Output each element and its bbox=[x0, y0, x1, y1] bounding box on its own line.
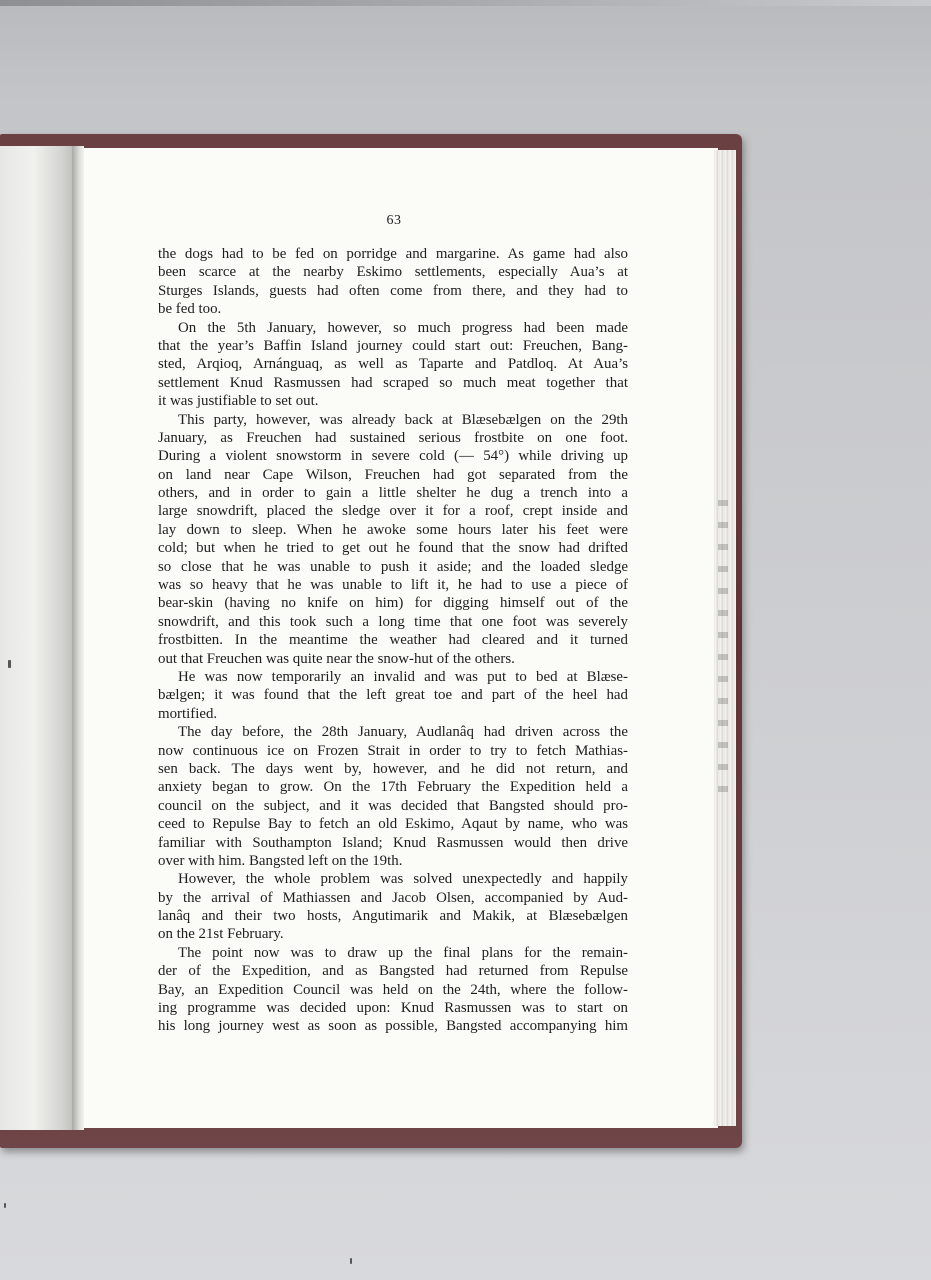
text-line: mortified. bbox=[158, 705, 218, 722]
text-line: snowdrift, and this took such a long time that one foot was severely bbox=[158, 613, 628, 630]
text-line: familiar with Southampton Island; Knud Rasmussen would then drive bbox=[158, 834, 628, 851]
text-line: by the arrival of Mathiassen and Jacob Olsen, accompanied by Aud- bbox=[158, 889, 628, 906]
text-line: council on the subject, and it was decided that Bangsted should pro- bbox=[158, 797, 628, 814]
text-line: lanâq and their two hosts, Angutimarik and Makik, at Blæsebælgen bbox=[158, 908, 628, 925]
page-edge-marks bbox=[718, 500, 728, 800]
scanner-top-edge bbox=[0, 0, 931, 6]
text-line: Sturges Islands, guests had often come from there, and they had to bbox=[158, 282, 628, 299]
text-line: On the 5th January, however, so much progress had been made bbox=[178, 319, 628, 336]
text-line: anxiety began to grow. On the 17th February the Expedition held a bbox=[158, 779, 628, 796]
text-line: The day before, the 28th January, Audlanâq had driven across the bbox=[178, 724, 628, 741]
book-gutter bbox=[72, 146, 84, 1130]
text-line: his long journey west as soon as possible, Bangsted accompanying him bbox=[158, 1018, 628, 1035]
text-line: be fed too. bbox=[158, 301, 222, 318]
text-line: out that Freuchen was quite near the snow-hut of the others. bbox=[158, 650, 515, 667]
page-number: 63 bbox=[386, 213, 402, 228]
text-line: During a violent snowstorm in severe cold (— 54°) while driving up bbox=[158, 448, 628, 465]
text-line: bælgen; it was found that the left great toe and part of the heel had bbox=[158, 687, 628, 704]
left-page-edge bbox=[0, 146, 74, 1130]
text-line: so close that he was unable to push it aside; and the loaded sledge bbox=[158, 558, 628, 575]
text-line: now continuous ice on Frozen Strait in order to try to fetch Mathias- bbox=[158, 742, 628, 759]
text-line: He was now temporarily an invalid and was put to bed at Blæse- bbox=[178, 668, 628, 685]
scan-speck bbox=[350, 1258, 352, 1264]
text-line: lay down to sleep. When he awoke some hours later his feet were bbox=[158, 521, 628, 538]
text-line: over with him. Bangsted left on the 19th. bbox=[158, 852, 403, 869]
scan-speck bbox=[8, 660, 11, 668]
text-line: This party, however, was already back at Blæsebælgen on the 29th bbox=[178, 411, 628, 428]
text-line: on the 21st February. bbox=[158, 926, 284, 943]
text-line: was so heavy that he was unable to lift it, he had to use a piece of bbox=[158, 577, 628, 594]
text-line: cold; but when he tried to get out he found that the snow had drifted bbox=[158, 540, 628, 557]
text-line: that the year’s Baffin Island journey could start out: Freuchen, Bang- bbox=[158, 337, 628, 354]
text-line: January, as Freuchen had sustained serious frostbite on one foot. bbox=[158, 429, 628, 446]
text-line: sted, Arqioq, Arnánguaq, as well as Taparte and Patdloq. At Aua’s bbox=[158, 356, 628, 373]
text-line: large snowdrift, placed the sledge over it for a roof, crept inside and bbox=[158, 503, 628, 520]
body-text bbox=[158, 245, 628, 1036]
text-line: frostbitten. In the meantime the weather had cleared and it turned bbox=[158, 632, 628, 649]
text-line: settlement Knud Rasmussen had scraped so much meat together that bbox=[158, 374, 628, 391]
text-line: However, the whole problem was solved unexpectedly and happily bbox=[178, 871, 628, 888]
text-line: der of the Expedition, and as Bangsted had returned from Repulse bbox=[158, 963, 628, 980]
text-line: others, and in order to gain a little shelter he dug a trench into a bbox=[158, 485, 628, 502]
text-line: The point now was to draw up the final plans for the remain- bbox=[178, 944, 628, 961]
text-line: sen back. The days went by, however, and he did not return, and bbox=[158, 760, 628, 777]
scan-speck bbox=[4, 1203, 6, 1208]
text-line: Bay, an Expedition Council was held on the 24th, where the follow- bbox=[158, 981, 628, 998]
text-line: ceed to Repulse Bay to fetch an old Eskimo, Aqaut by name, who was bbox=[158, 816, 628, 833]
text-line: on land near Cape Wilson, Freuchen had got separated from the bbox=[158, 466, 628, 483]
text-line: been scarce at the nearby Eskimo settlements, especially Aua’s at bbox=[158, 264, 628, 281]
text-line: bear-skin (having no knife on him) for digging himself out of the bbox=[158, 595, 628, 612]
text-line: it was justifiable to set out. bbox=[158, 393, 319, 410]
text-line: ing programme was decided upon: Knud Rasmussen was to start on bbox=[158, 1000, 628, 1017]
text-line: the dogs had to be fed on porridge and margarine. As game had also bbox=[158, 246, 628, 262]
